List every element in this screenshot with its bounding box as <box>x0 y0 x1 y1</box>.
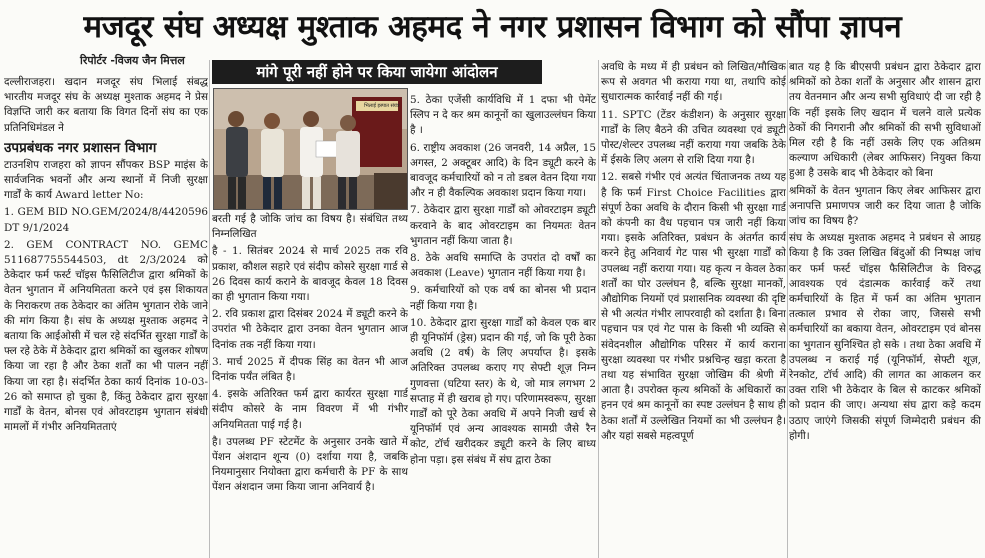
paragraph: 12. सबसे गंभीर एवं अत्यंत चिंताजनक तथ्य यह है कि फर्म First Choice Facilities द्वारा संपूर्ण ठेका अवधि के दौरान किसी भी सुरक्षा गार्ड को कंपनी का वैध पहचान पत्र जारी नहीं किया गया। इसके अतिरिक्त, प्रबंधन के अंतर्गत कार्य करने हेतु अनिवार्य गेट पास भी सुरक्षा गार्डों को उपलब्ध नहीं कराया गया। यह कृत्य न केवल ठेका शर्तों का घोर उल्लंघन है, बल्कि सुरक्षा मानकों, औद्योगिक नियमों एवं प्रशासनिक व्यवस्था की दृष्टि से भी अत्यंत गंभीर लापरवाही को दर्शाता है। बिना पहचान पत्र एवं गेट पास के किसी भी व्यक्ति से संवेदनशील औद्योगिक परिसर में कार्य कराना सुरक्षा व्यवस्था पर गंभीर प्रश्नचिन्ह खड़ा करता है तथा यह संभावित सुरक्षा जोखिम की श्रेणी में आता है। उपरोक्त कृत्य श्रमिकों के अधिकारों का हनन एवं श्रम कानूनों का स्पष्ट उल्लंघन है साथ ही ठेका शर्तों में उल्लेखित नियमों का भी उल्लंघन है। और यहां सबसे महत्वपूर्ण <box>601 171 786 442</box>
paragraph: है। उपलब्ध PF स्टेटमेंट के अनुसार उनके खाते में पेंशन अंशदान शून्य (0) दर्शाया गया है, जबकि नियमानुसार नियोक्ता द्वारा कर्मचारी के PF के साथ पेंशन अंशदान जमा किया जाना अनिवार्य है। <box>212 435 408 494</box>
column-rule <box>209 60 210 558</box>
article-column-1 <box>4 75 208 558</box>
paragraph: 10. ठेकेदार द्वारा सुरक्षा गार्डों को केवल एक बार ही यूनिफॉर्म (ड्रेस) प्रदान की गई, जो कि पूरी ठेका अवधि (2 वर्ष) के लिए अपर्याप्त है। इसके अतिरिक्त उपलब्ध कराए गए सेफ्टी शूज़ निम्न गुणवत्ता (घटिया स्तर) के थे, जो मात्र लगभग 2 सप्ताह में ही खराब हो गए। परिणामस्वरूप, सुरक्षा गार्डों को पूरे ठेका अवधि में अपने निजी खर्च से यूनिफॉर्म एवं अन्य आवश्यक सामग्री जैसे रैन कोट, टॉर्च खरीदकर ड्यूटी करने के लिए बाध्य होना पड़ा। इस संबंध में संघ द्वारा ठेका <box>410 316 596 466</box>
paragraph: 6. राष्ट्रीय अवकाश (26 जनवरी, 14 अप्रैल, 15 अगस्त, 2 अक्टूबर आदि) के दिन ड्यूटी करने के बावजूद कर्मचारियों को न तो डबल वेतन दिया गया और न ही वैकल्पिक अवकाश प्रदान किया गया। <box>410 141 596 200</box>
headline: मजदूर संघ अध्यक्ष मुश्ताक अहमद ने नगर प्रशासन विभाग को सौंपा ज्ञापन <box>83 9 902 45</box>
paragraph: श्रमिकों के वेतन भुगतान किए लेबर आफिसर द्वारा अनापत्ति प्रमाणपत्र जारी कर दिया जाता है जोकि जांच का विषय है? <box>789 184 981 228</box>
subheadline: मांगे पूरी नहीं होने पर किया जायेगा आंदोलन <box>212 60 542 84</box>
paragraph: 2. GEM CONTRACT NO. GEMC 511687755544503, dt 2/3/2024 को ठेकेदार फर्म फर्स्ट चॉइस फैसिलिटीज द्वारा श्रमिकों के वेतन भुगतान में अनियमितता करने एवं इस शिकायत के निराकरण तक ठेकेदार का अंतिम भुगतान रोके जाने की मांग किया है। संघ के अध्यक्ष मुश्ताक अहमद ने बताया कि आईओसी में चल रहे संदर्भित सुरक्षा गार्डों के फ्ल रहे ठेके में ठेकेदार द्वारा श्रमिकों का खुलकर शोषण किया जा रहा है और ठेका शर्तों का भी पालन नहीं किया जा रहा है। संदर्भित ठेका कार्य दिनांक 10-03-26 को समाप्त हो चुका है, किंतु ठेकेदार द्वारा सुरक्षा गार्डों के वेतन, बोनस एवं ओवरटाइम भुगतान संबंधी मामलों में गंभीर अनियमितताएं <box>4 238 208 434</box>
paragraph: 1. GEM BID NO.GEM/2024/8/4420596 DT 9/1/2024 <box>4 206 208 234</box>
paragraph: 8. ठेके अवधि समाप्ति के उपरांत दो वर्षों का अवकाश (Leave) भुगतान नहीं किया गया है। <box>410 252 596 280</box>
photo-banner-text: भिलाई इस्पात संयंत्र <box>364 103 400 109</box>
article-column-4 <box>601 60 786 558</box>
paragraph: टाउनशिप राजहरा को ज्ञापन सौंपकर BSP माइंस के सार्वजनिक भवनों और अन्य स्थानों में निजी सुरक्षा गार्डों के कार्य Award letter No: <box>4 158 208 202</box>
paragraph: 4. इसके अतिरिक्त फर्म द्वारा कार्यरत सुरक्षा गार्ड संदीप कोसरे के नाम विवरण में भी गंभीर अनियमितता पाई गई है। <box>212 388 408 431</box>
paragraph: 9. कर्मचारियों को एक वर्ष का बोनस भी प्रदान नहीं किया गया है। <box>410 284 596 312</box>
column-rule <box>598 60 599 558</box>
paragraph: बात यह है कि बीएसपी प्रबंधन द्वारा ठेकेदार द्वारा श्रमिकों को ठेका शर्तों के अनुसार और शासन द्वारा तय वेतनमान और अन्य सभी सुविधाएं दी जा रही है कि नहीं इसके लिए खदान में चलने वाले प्रत्येक ठेकों की निगरानी और श्रमिकों की सभी सुविधाओं मिल रही है कि नहीं उसके लिए एक अतिश्रम कल्याण अधिकारी (लेबर आफिसर) नियुक्त किया हुआ है उसके बाद भी ठेकेदार को बिना <box>789 61 981 180</box>
byline: रिपोर्टर -विजय जैन मित्तल <box>80 54 185 67</box>
article-column-2 <box>212 212 408 558</box>
paragraph: 2. रवि प्रकाश द्वारा दिसंबर 2024 में ड्यूटी करने के उपरांत भी ठेकेदार द्वारा उनका वेतन भुगतान आज दिनांक तक नहीं किया गया। <box>212 308 408 351</box>
article-column-5 <box>789 60 981 558</box>
section-heading: उपप्रबंधक नगर प्रशासन विभाग <box>4 139 157 156</box>
article-column-3 <box>410 93 596 558</box>
paragraph: बरती गई है जोकि जांच का विषय है। संबंधित तथ्य निम्नलिखित <box>212 213 408 241</box>
paragraph: 7. ठेकेदार द्वारा सुरक्षा गार्डों को ओवरटाइम ड्यूटी करवाने के बाद ओवरटाइम का नियमतः वेतन भुगतान नहीं किया जाता है। <box>410 204 596 247</box>
paragraph: 3. मार्च 2025 में दीपक सिंह का वेतन भी आज दिनांक पर्यंत लंबित है। <box>212 355 408 384</box>
paragraph: 11. SPTC (टेंडर कंडीशन) के अनुसार सुरक्षा गार्डों के लिए बैठने की उचित व्यवस्था एवं ड्यूटी पोस्ट/शेल्टर उपलब्ध नहीं कराया गया जबकि ठेके में ईसके लिए अलग से राशि दिया गया है। <box>601 108 786 167</box>
column-rule <box>787 60 788 558</box>
paragraph: दल्लीराजहरा। खदान मजदूर संघ भिलाई संबद्ध भारतीय मजदूर संघ के अध्यक्ष मुश्ताक अहमद ने प्रेस विज्ञप्ति जारी कर बताया कि विगत दिनों संघ का एक प्रतिनिधिमंडल ने <box>4 76 208 134</box>
photo-illustration <box>214 89 408 210</box>
news-photo <box>213 88 408 210</box>
paragraph: संघ के अध्यक्ष मुश्ताक अहमद ने प्रबंधन से आग्रह किया है कि उक्त लिखित बिंदुओं की निष्पक्ष जांच कर फर्म फर्स्ट चॉइस फैसिलिटीज के विरुद्ध आवश्यक एवं दंडात्मक कार्रवाई करें तथा कर्मचारियों के हित में फर्म का अंतिम भुगतान तत्काल प्रभाव से रोका जाए, जिससे सभी कर्मचारियों का बकाया वेतन, ओवरटाइम एवं बोनस का भुगतान सुनिश्चित हो सके । तथा ठेका अवधि में उपलब्ध न कराई गई (यूनिफॉर्म, सेफ्टी शूज़, रेनकोट, टॉर्च आदि) की लागत का आकलन कर उक्त राशि भी ठेकेदार के बिल से काटकर श्रमिकों को प्रदान की जाए। अन्यथा संघ द्वारा कड़े कदम उठाए जाएंगे जिसकी संपूर्ण जिम्मेदारी प्रबंधन की होगी। <box>789 232 981 442</box>
paragraph: अवधि के मध्य में ही प्रबंधन को लिखित/मौखिक रूप से अवगत भी कराया गया था, तथापि कोई सुधारात्मक कार्रवाई नहीं की गई। <box>601 61 786 104</box>
paragraph: 5. ठेका एजेंसी कार्यविधि में 1 दफा भी पेमेंट स्लिप न दे कर श्रम कानूनों का खुलाउल्लंघन किया है । <box>410 94 596 137</box>
paragraph: है - 1. सितंबर 2024 से मार्च 2025 तक रवि प्रकाश, कौशल सहारे एवं संदीप कोसरे सुरक्षा गार्ड से 26 दिवस कार्य कराने के बावजूद केवल 18 दिवस का ही भुगतान किया गया। <box>212 245 408 304</box>
